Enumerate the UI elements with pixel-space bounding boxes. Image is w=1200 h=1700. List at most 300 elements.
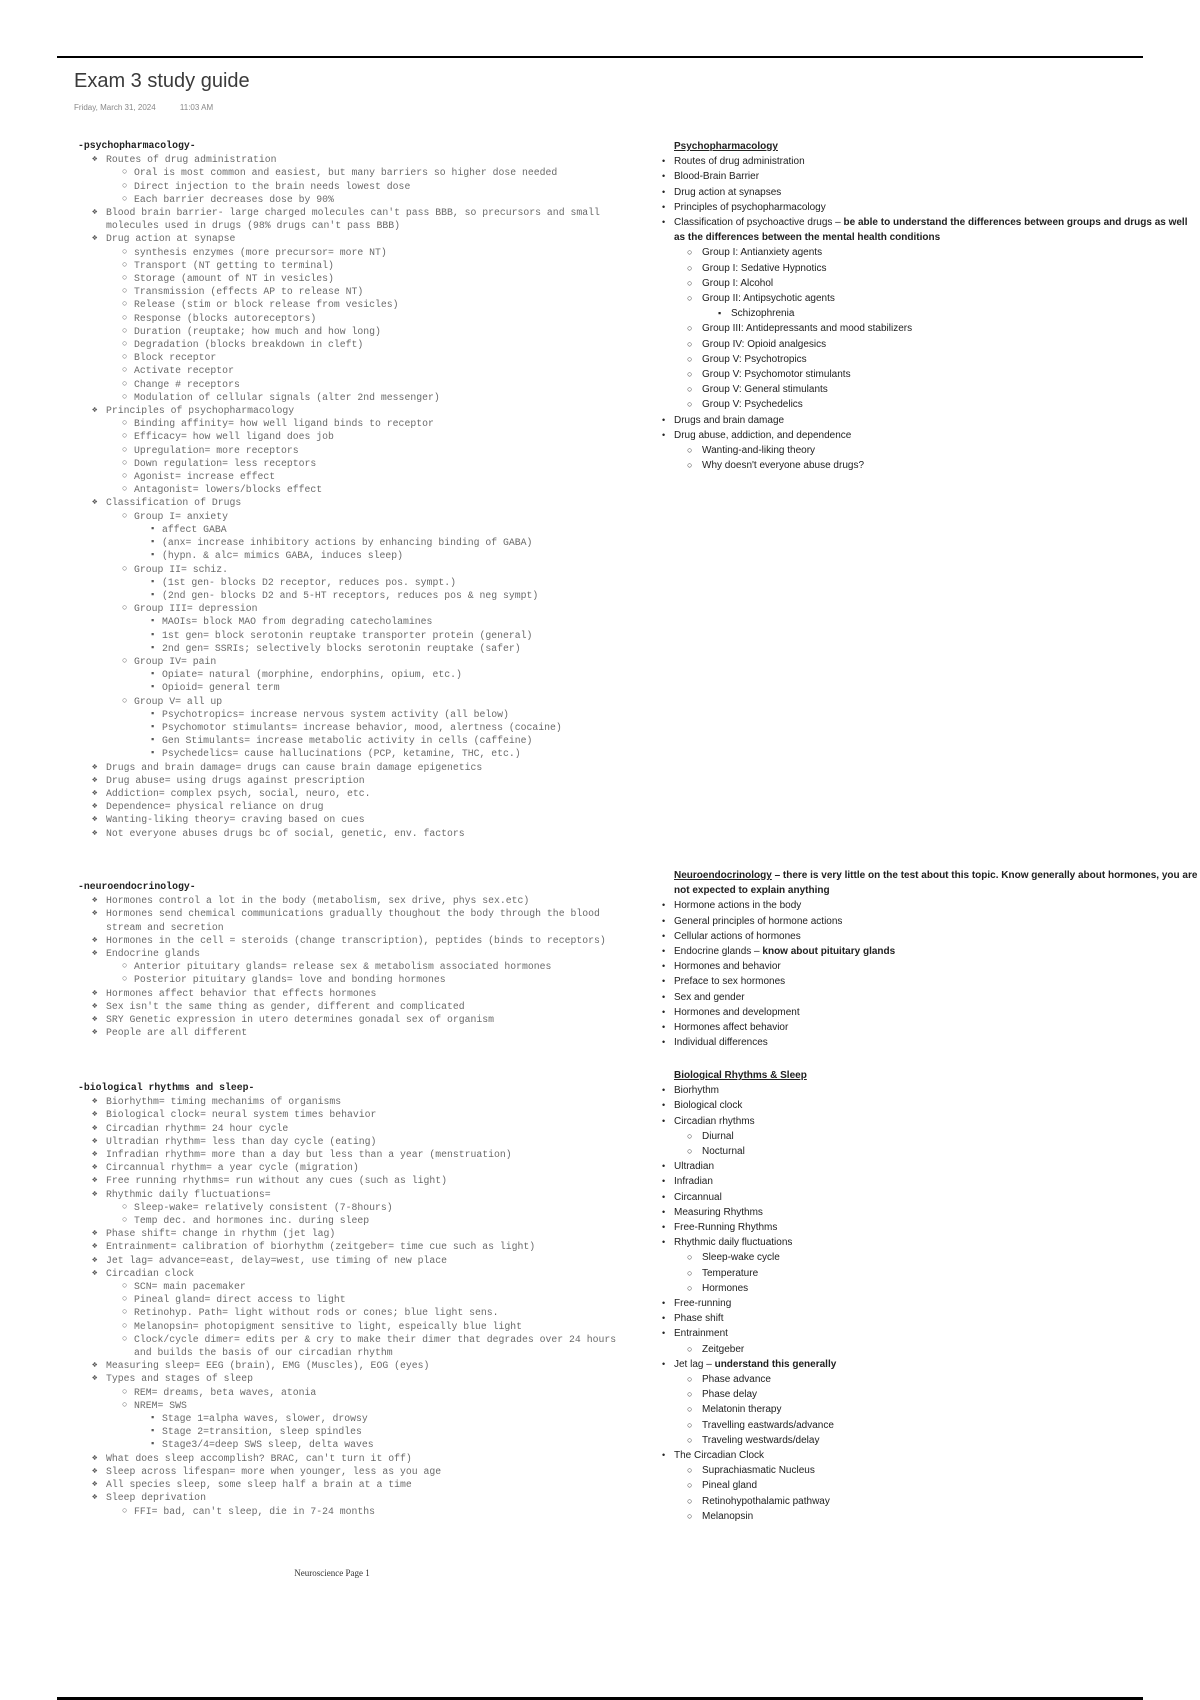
bullet-icon: ▪: [150, 616, 156, 627]
bullet-icon: ❖: [92, 1162, 98, 1173]
outline-item: [662, 185, 1200, 200]
bullet-icon: ❖: [92, 1228, 98, 1239]
item-text: Degradation (blocks breakdown in cleft): [134, 339, 364, 351]
note-item: [78, 813, 638, 826]
bullet-icon: ❖: [92, 1492, 98, 1503]
item-text: Duration (reuptake; how much and how long): [134, 325, 381, 337]
item-text: Measuring Rhythms: [674, 1206, 763, 1218]
item-emphasis: be able to understand the differences between groups and drugs as well as the differences between the mental health conditions: [674, 217, 1188, 244]
item-text: Block receptor: [134, 352, 217, 364]
bullet-icon: ❖: [92, 497, 98, 508]
outline-item: [662, 959, 1200, 974]
bullet-icon: ❖: [92, 1014, 98, 1025]
item-text: Psychotropics= increase nervous system activity (all below): [162, 708, 509, 720]
item-text: Principles of psychopharmacology: [674, 201, 826, 213]
bullet-icon: ○: [122, 563, 128, 574]
bullet-icon: ○: [687, 338, 693, 349]
item-text: Ultradian: [674, 1161, 715, 1173]
note-item: [78, 470, 638, 483]
page-title: Exam 3 study guide: [74, 70, 250, 92]
page-time: 11:03 AM: [179, 103, 214, 112]
item-text: Ultradian rhythm= less than day cycle (eating): [106, 1135, 377, 1147]
bullet-icon: ○: [687, 460, 693, 471]
note-item: [78, 1386, 638, 1399]
bullet-icon: •: [662, 429, 666, 440]
bullet-icon: ○: [687, 1495, 693, 1506]
note-item: [78, 681, 638, 694]
bullet-icon: •: [662, 915, 666, 926]
note-item: [78, 430, 638, 443]
bullet-icon: ○: [122, 418, 128, 429]
bullet-icon: ▪: [150, 748, 156, 759]
item-text: Efficacy= how well ligand does job: [134, 431, 334, 443]
bullet-icon: ▪: [150, 1413, 156, 1424]
bullet-icon: ○: [687, 353, 693, 364]
item-text: Stage 1=alpha waves, slower, drowsy: [162, 1413, 368, 1425]
note-item: [78, 1214, 638, 1227]
note-item: [78, 1359, 638, 1372]
section-heading: -biological rhythms and sleep-: [78, 1082, 255, 1093]
outline-item: [662, 1114, 1200, 1129]
bullet-icon: ❖: [92, 1267, 98, 1278]
outline-item: [662, 1098, 1200, 1113]
note-item: [78, 1122, 638, 1135]
outline-heading: Neuroendocrinology: [674, 870, 772, 881]
note-item: [78, 721, 638, 734]
outline-item: [674, 1478, 1200, 1493]
bullet-icon: ○: [122, 974, 128, 985]
note-item: [78, 1505, 638, 1518]
item-text: Drugs and brain damage: [674, 414, 785, 426]
item-text: Sleep-wake= relatively consistent (7-8hours): [134, 1201, 393, 1213]
bullet-icon: ○: [122, 325, 128, 336]
item-text: General principles of hormone actions: [674, 915, 843, 927]
item-text: Blood-Brain Barrier: [674, 171, 760, 183]
outline-list: [662, 1083, 1200, 1524]
outline-item: [662, 1296, 1200, 1311]
item-text: Classification of psychoactive drugs –: [674, 217, 844, 229]
outline-item: [662, 1235, 1200, 1250]
outline-item: [662, 1357, 1200, 1372]
note-item: [78, 787, 638, 800]
bullet-icon: ○: [122, 603, 128, 614]
bullet-icon: ○: [122, 431, 128, 442]
item-text: Group III: Antidepressants and mood stabilizers: [702, 323, 913, 335]
bullet-icon: ❖: [92, 1254, 98, 1265]
outline-item: [674, 1372, 1200, 1387]
item-text: Schizophrenia: [731, 308, 795, 320]
item-text: Melatonin therapy: [702, 1404, 782, 1416]
outline-item: [674, 1144, 1200, 1159]
bullet-icon: ❖: [92, 774, 98, 785]
bullet-icon: ○: [687, 399, 693, 410]
item-text: Hormones and behavior: [674, 961, 781, 973]
note-item: [78, 1108, 638, 1121]
bullet-icon: ○: [122, 655, 128, 666]
page-footer: [0, 1568, 1200, 1578]
bullet-icon: ▪: [718, 308, 722, 319]
outline-item: [674, 458, 1200, 473]
item-text: Phase shift: [674, 1313, 724, 1325]
bullet-icon: ○: [687, 1419, 693, 1430]
outline-neuroendocrinology: [662, 868, 1200, 1050]
bullet-icon: ▪: [150, 550, 156, 561]
note-item: [78, 232, 638, 245]
bullet-icon: ❖: [92, 1135, 98, 1146]
note-item: [78, 1267, 638, 1280]
bullet-icon: ○: [687, 369, 693, 380]
note-item: [78, 734, 638, 747]
bullet-icon: ❖: [92, 948, 98, 959]
item-text: Free-Running Rhythms: [674, 1222, 778, 1234]
item-text: Routes of drug administration: [106, 154, 277, 166]
note-item: [78, 987, 638, 1000]
item-text: Phase shift= change in rhythm (jet lag): [106, 1228, 336, 1240]
note-item: [78, 1026, 638, 1039]
bullet-icon: ○: [687, 1252, 693, 1263]
outline-heading: Psychopharmacology: [674, 141, 778, 152]
note-item: [78, 166, 638, 179]
item-text: REM= dreams, beta waves, atonia: [134, 1386, 317, 1398]
outline-item: [662, 1190, 1200, 1205]
note-item: [78, 1135, 638, 1148]
outline-item: [662, 1205, 1200, 1220]
bullet-icon: •: [662, 1358, 666, 1369]
bullet-icon: ❖: [92, 207, 98, 218]
item-text: Why doesn't everyone abuse drugs?: [702, 460, 865, 472]
outline-item: [674, 261, 1200, 276]
bullet-icon: ○: [122, 167, 128, 178]
note-item: [78, 206, 638, 232]
bullet-icon: ○: [687, 445, 693, 456]
page-date: Friday, March 31, 2024: [74, 103, 156, 112]
item-text: Jet lag –: [674, 1358, 715, 1370]
bullet-icon: ❖: [92, 827, 98, 838]
bullet-icon: ▪: [150, 642, 156, 653]
bullet-icon: ▪: [150, 669, 156, 680]
bullet-icon: •: [662, 961, 666, 972]
item-text: Biological clock= neural system times behavior: [106, 1109, 377, 1121]
bullet-icon: ❖: [92, 1188, 98, 1199]
note-item: [78, 1095, 638, 1108]
outline-item: [662, 944, 1200, 959]
item-text: Sleep across lifespan= more when younger, less as you age: [106, 1465, 442, 1477]
note-item: [78, 1188, 638, 1201]
bullet-icon: •: [662, 1176, 666, 1187]
bullet-icon: ❖: [92, 895, 98, 906]
outline-item: [674, 367, 1200, 382]
note-item: [78, 259, 638, 272]
item-text: Group V: Psychedelics: [702, 399, 803, 411]
bullet-icon: ○: [687, 1434, 693, 1445]
item-text: Nocturnal: [702, 1146, 745, 1158]
item-text: SCN= main pacemaker: [134, 1281, 246, 1293]
outline-item: [674, 276, 1200, 291]
item-text: Hormones affect behavior: [674, 1022, 789, 1034]
outline-item: [662, 929, 1200, 944]
item-text: Posterior pituitary glands= love and bonding hormones: [134, 974, 446, 986]
bullet-icon: ○: [687, 384, 693, 395]
item-text: FFI= bad, can't sleep, die in 7-24 months: [134, 1505, 376, 1517]
bullet-icon: ○: [687, 1146, 693, 1157]
bullet-icon: ❖: [92, 1175, 98, 1186]
notes-biological-rhythms: [78, 1081, 638, 1518]
item-text: Phase delay: [702, 1389, 758, 1401]
outline-item: [674, 291, 1200, 306]
bullet-icon: ▪: [150, 682, 156, 693]
note-item: [78, 800, 638, 813]
item-text: Stage3/4=deep SWS sleep, delta waves: [162, 1439, 374, 1451]
outline-item: [674, 306, 1200, 321]
note-item: [78, 1293, 638, 1306]
outline-item: [674, 397, 1200, 412]
item-text: Endocrine glands –: [674, 946, 763, 958]
outline-item: [662, 428, 1200, 443]
bullet-icon: ○: [122, 339, 128, 350]
item-text: Storage (amount of NT in vesicles): [134, 273, 334, 285]
outline-item: [662, 1005, 1200, 1020]
note-item: [78, 364, 638, 377]
item-text: Transport (NT getting to terminal): [134, 259, 334, 271]
item-text: Group IV: Opioid analgesics: [702, 338, 827, 350]
item-text: Group II= schiz.: [134, 563, 229, 575]
bullet-icon: ○: [687, 1267, 693, 1278]
item-text: Not everyone abuses drugs bc of social, genetic, env. factors: [106, 827, 465, 839]
note-item: [78, 523, 638, 536]
outline-item: [674, 1463, 1200, 1478]
note-item: [78, 1425, 638, 1438]
item-text: Measuring sleep= EEG (brain), EMG (Muscles), EOG (eyes): [106, 1360, 430, 1372]
note-item: [78, 153, 638, 166]
note-item: [78, 1201, 638, 1214]
item-text: Group I: Alcohol: [702, 277, 774, 289]
outline-item: [674, 321, 1200, 336]
note-item: [78, 1013, 638, 1026]
bullet-icon: ○: [122, 312, 128, 323]
bullet-icon: ○: [687, 277, 693, 288]
item-text: Hormones control a lot in the body (metabolism, sex drive, phys sex.etc): [106, 895, 530, 907]
bullet-icon: •: [662, 1313, 666, 1324]
bullet-icon: ❖: [92, 1096, 98, 1107]
item-text: Circannual: [674, 1191, 722, 1203]
note-item: [78, 1478, 638, 1491]
bullet-icon: ○: [122, 365, 128, 376]
bullet-icon: ❖: [92, 1000, 98, 1011]
note-item: [78, 1280, 638, 1293]
note-item: [78, 1320, 638, 1333]
item-text: Modulation of cellular signals (alter 2nd messenger): [134, 391, 440, 403]
item-text: Circadian rhythm= 24 hour cycle: [106, 1122, 289, 1134]
bullet-icon: ○: [687, 1465, 693, 1476]
item-text: Biorhythm: [674, 1085, 720, 1097]
note-item: [78, 1174, 638, 1187]
bullet-icon: ❖: [92, 761, 98, 772]
item-text: Gen Stimulants= increase metabolic activity in cells (caffeine): [162, 735, 533, 747]
item-text: (anx= increase inhibitory actions by enhancing binding of GABA): [162, 537, 533, 549]
bullet-icon: ❖: [92, 787, 98, 798]
item-text: Drug action at synapse: [106, 233, 236, 245]
item-text: Rhythmic daily fluctuations: [674, 1237, 793, 1249]
outline-item: [662, 1159, 1200, 1174]
item-text: Sex isn't the same thing as gender, different and complicated: [106, 1000, 465, 1012]
note-item: [78, 496, 638, 509]
note-item: [78, 193, 638, 206]
bullet-icon: ○: [122, 1281, 128, 1292]
item-text: Free-running: [674, 1298, 732, 1310]
section-heading: -psychopharmacology-: [78, 140, 196, 151]
item-text: Retinohypothalamic pathway: [702, 1495, 830, 1507]
item-text: Opiate= natural (morphine, endorphins, opium, etc.): [162, 669, 462, 681]
note-item: [78, 536, 638, 549]
item-text: Response (blocks autoreceptors): [134, 312, 317, 324]
outline-item: [662, 1311, 1200, 1326]
item-text: Direct injection to the brain needs lowest dose: [134, 180, 411, 192]
bullet-icon: ○: [122, 180, 128, 191]
bullet-icon: •: [662, 900, 666, 911]
bullet-icon: •: [662, 1191, 666, 1202]
bullet-icon: ○: [122, 286, 128, 297]
outline-item: [662, 914, 1200, 929]
item-text: NREM= SWS: [134, 1399, 187, 1411]
bullet-icon: ▪: [150, 629, 156, 640]
note-item: [78, 563, 638, 576]
outline-item: [674, 1387, 1200, 1402]
item-text: Clock/cycle dimer= edits per & cry to make their dimer that degrades over 24 hours and builds the basis of our circadian rhythm: [134, 1333, 617, 1359]
bullet-icon: •: [662, 1022, 666, 1033]
page-number-label: Neuroscience Page 1: [294, 1568, 370, 1578]
bullet-icon: ○: [687, 1389, 693, 1400]
bullet-icon: ○: [122, 1294, 128, 1305]
bullet-icon: •: [662, 930, 666, 941]
item-text: Temperature: [702, 1267, 759, 1279]
outline-item: [662, 1448, 1200, 1463]
bullet-icon: •: [662, 1085, 666, 1096]
note-item: [78, 1412, 638, 1425]
outline-item: [674, 443, 1200, 458]
item-text: Circadian rhythms: [674, 1115, 755, 1127]
note-item: [78, 960, 638, 973]
item-text: Group I= anxiety: [134, 510, 229, 522]
item-text: Sleep deprivation: [106, 1492, 206, 1504]
bullet-icon: ○: [122, 1320, 128, 1331]
note-item: [78, 272, 638, 285]
note-item: [78, 483, 638, 496]
outline-item: [662, 413, 1200, 428]
item-text: Psychedelics= cause hallucinations (PCP, ketamine, THC, etc.): [162, 748, 521, 760]
note-item: [78, 510, 638, 523]
bullet-icon: ❖: [92, 1479, 98, 1490]
outline-item: [674, 1402, 1200, 1417]
outline-item: [662, 215, 1200, 245]
outline-item: [662, 169, 1200, 184]
item-text: Hormones in the cell = steroids (change transcription), peptides (binds to receptors): [106, 934, 606, 946]
item-text: Drug abuse, addiction, and dependence: [674, 429, 852, 441]
item-text: Oral is most common and easiest, but many barriers so higher dose needed: [134, 167, 558, 179]
outline-heading: Biological Rhythms & Sleep: [674, 1070, 807, 1081]
item-emphasis: know about pituitary glands: [762, 946, 896, 958]
item-text: Endocrine glands: [106, 948, 201, 960]
note-item: [78, 298, 638, 311]
note-item: [78, 747, 638, 760]
bullet-icon: •: [662, 1006, 666, 1017]
bullet-icon: ▪: [150, 721, 156, 732]
item-text: Wanting-and-liking theory: [702, 445, 816, 457]
item-text: Melanopsin= photopigment sensitive to light, espeically blue light: [134, 1320, 523, 1332]
item-text: Group V: Psychomotor stimulants: [702, 369, 851, 381]
outline-item: [662, 1174, 1200, 1189]
item-text: Binding affinity= how well ligand binds to receptor: [134, 418, 434, 430]
note-item: [78, 1372, 638, 1385]
bullet-icon: •: [662, 1237, 666, 1248]
item-text: Activate receptor: [134, 365, 234, 377]
item-text: Hormones affect behavior that effects hormones: [106, 987, 377, 999]
outline-item: [674, 1281, 1200, 1296]
note-item: [78, 629, 638, 642]
bullet-icon: ○: [122, 259, 128, 270]
bullet-icon: ○: [122, 352, 128, 363]
bullet-icon: ○: [122, 1505, 128, 1516]
item-text: Group III= depression: [134, 603, 258, 615]
bullet-icon: ❖: [92, 1360, 98, 1371]
note-item: [78, 404, 638, 417]
note-item: [78, 378, 638, 391]
item-text: Jet lag= advance=east, delay=west, use timing of new place: [106, 1254, 447, 1266]
note-item: [78, 549, 638, 562]
note-item: [78, 338, 638, 351]
outline-item: [674, 1494, 1200, 1509]
note-item: [78, 827, 638, 840]
bullet-icon: ○: [687, 1130, 693, 1141]
item-text: affect GABA: [162, 523, 227, 535]
bullet-icon: •: [662, 1328, 666, 1339]
outline-item: [662, 898, 1200, 913]
item-text: Release (stim or block release from vesicles): [134, 299, 399, 311]
bullet-icon: ○: [122, 1333, 128, 1344]
item-text: What does sleep accomplish? BRAC, can't turn it off): [106, 1452, 412, 1464]
item-text: Entrainment= calibration of biorhythm (zeitgeber= time cue such as light): [106, 1241, 536, 1253]
notes-psychopharmacology: [78, 139, 638, 840]
item-text: Stage 2=transition, sleep spindles: [162, 1426, 362, 1438]
bullet-icon: •: [662, 186, 666, 197]
note-item: [78, 1148, 638, 1161]
outline-list: [662, 154, 1200, 473]
item-text: Retinohyp. Path= light without rods or cones; blue light sens.: [134, 1307, 499, 1319]
item-text: Group I: Sedative Hypnotics: [702, 262, 827, 274]
item-text: Circannual rhythm= a year cycle (migration): [106, 1162, 359, 1174]
note-item: [78, 708, 638, 721]
item-text: Hormone actions in the body: [674, 900, 802, 912]
note-item: [78, 576, 638, 589]
bullet-icon: •: [662, 1161, 666, 1172]
item-text: Biorhythm= timing mechanims of organisms: [106, 1096, 342, 1108]
outline-item: [674, 1418, 1200, 1433]
item-text: Routes of drug administration: [674, 156, 805, 168]
item-text: Down regulation= less receptors: [134, 457, 317, 469]
bullet-icon: ○: [687, 1510, 693, 1521]
note-item: [78, 1333, 638, 1359]
bullet-icon: •: [662, 171, 666, 182]
item-text: Zeitgeber: [702, 1343, 745, 1355]
item-text: Psychomotor stimulants= increase behavior, mood, alertness (cocaine): [162, 721, 562, 733]
item-text: Free running rhythms= run without any cues (such as light): [106, 1175, 447, 1187]
item-text: Travelling eastwards/advance: [702, 1419, 834, 1431]
bullet-icon: ❖: [92, 1241, 98, 1252]
outline-psychopharmacology: [662, 139, 1200, 473]
bullet-icon: •: [662, 201, 666, 212]
outline-item: [662, 990, 1200, 1005]
item-text: Individual differences: [674, 1037, 768, 1049]
bullet-icon: •: [662, 1037, 666, 1048]
